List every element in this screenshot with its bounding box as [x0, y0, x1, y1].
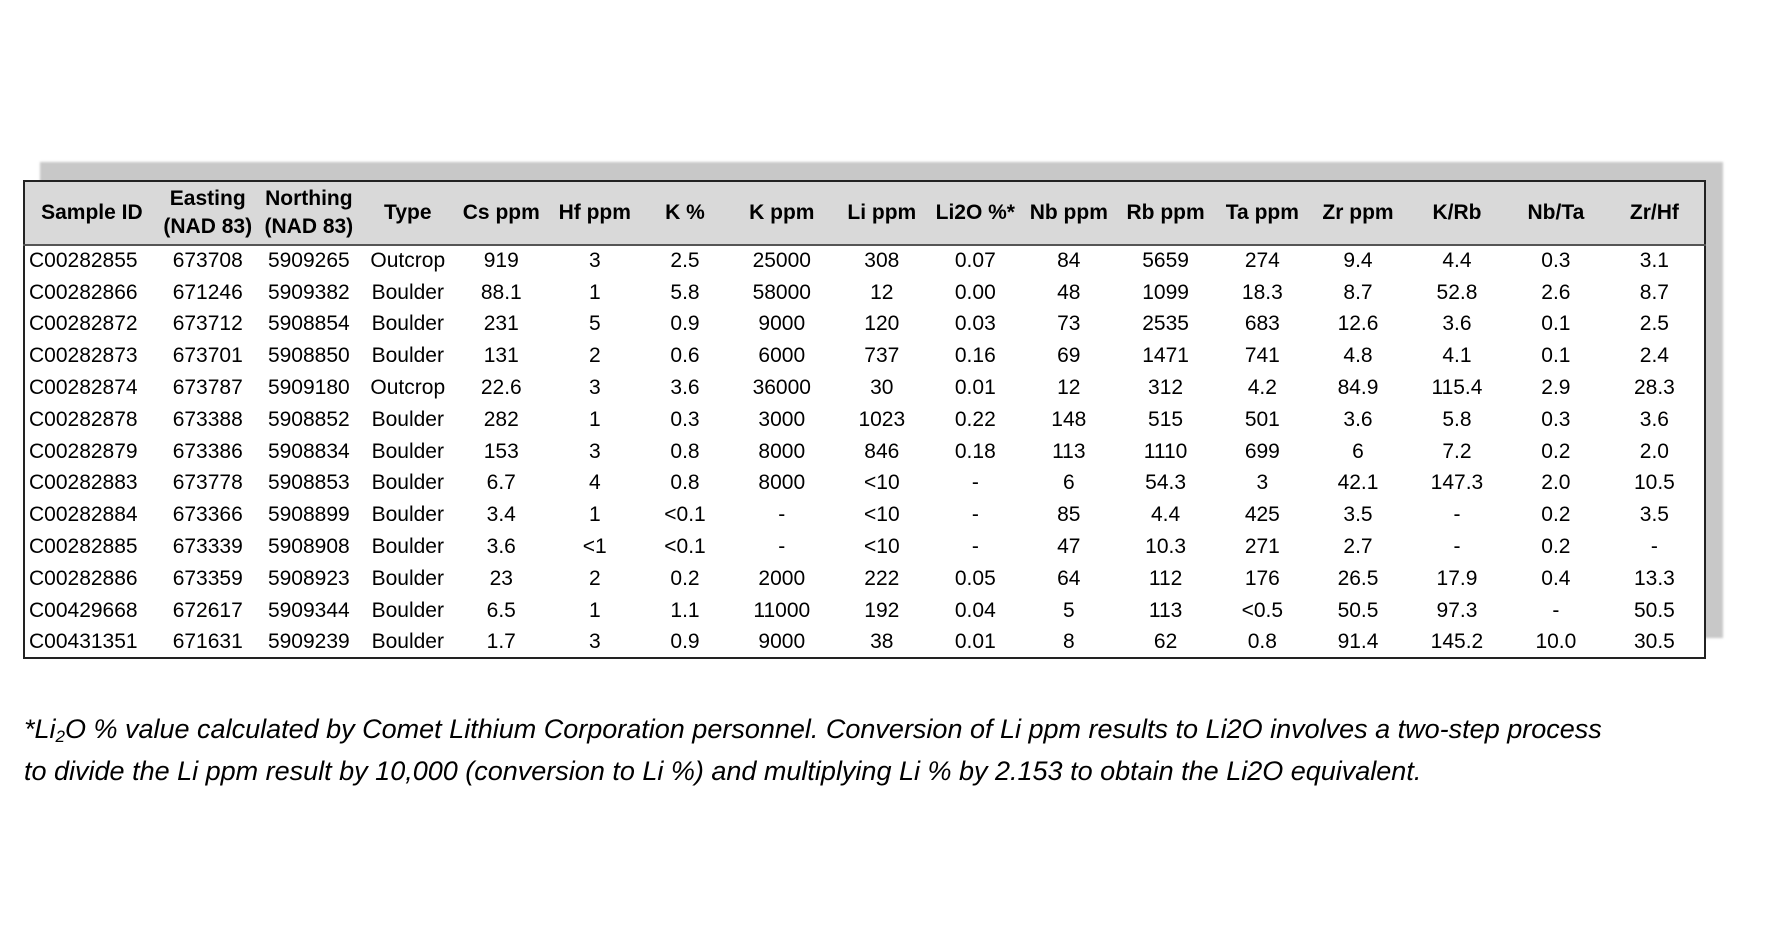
table-cell: 673359	[172, 566, 243, 590]
table-cell: 8000	[758, 471, 806, 495]
table-cell: -	[971, 503, 979, 527]
column-header-line-1: Li ppm	[847, 201, 917, 224]
table-header-row	[24, 181, 1705, 245]
table-cell: 2.0	[1541, 471, 1571, 495]
table-cell: 3	[588, 249, 601, 273]
table-cell: 672617	[172, 598, 243, 622]
table-cell: 274	[1244, 249, 1280, 273]
table-cell: 0.07	[954, 249, 996, 273]
table-row	[24, 309, 1705, 341]
table-cell: 0.03	[954, 312, 996, 336]
table-cell: C00282874	[29, 376, 138, 400]
table-cell: 5908850	[267, 344, 350, 368]
table-cell: 5.8	[670, 280, 700, 304]
table-cell: 0.6	[670, 344, 700, 368]
table-cell: <10	[864, 503, 900, 527]
table-cell: -	[778, 535, 786, 559]
column-header	[24, 181, 159, 245]
footnote-line-1-rest: O % value calculated by Comet Lithium Corporation personnel. Conversion of Li ppm results to Li2O involves a two-step process	[65, 714, 1602, 744]
column-header-line-1: Sample ID	[41, 201, 143, 224]
table-cell: <10	[864, 471, 900, 495]
table-cell: 1.7	[486, 629, 516, 653]
table-cell: 0.3	[1541, 407, 1571, 431]
column-header-line-1: Zr ppm	[1322, 201, 1394, 224]
table-cell: 12.6	[1337, 312, 1379, 336]
table-cell: 0.9	[670, 629, 700, 653]
table-cell: 0.8	[1247, 629, 1277, 653]
table-cell: 84.9	[1337, 376, 1379, 400]
table-cell: Boulder	[371, 535, 444, 559]
table-cell: 3.6	[1343, 407, 1373, 431]
table-cell: 88.1	[480, 280, 522, 304]
column-header	[835, 181, 929, 245]
table-cell: 64	[1057, 566, 1081, 590]
table-cell: 42.1	[1337, 471, 1379, 495]
table-cell: 7.2	[1442, 439, 1472, 463]
table-cell: 8000	[758, 439, 806, 463]
table-cell: 0.4	[1541, 566, 1571, 590]
table-cell: 112	[1148, 566, 1183, 590]
table-cell: 425	[1244, 503, 1280, 527]
table-cell: 2	[588, 344, 601, 368]
table-cell: 10.5	[1633, 471, 1675, 495]
column-header	[455, 181, 549, 245]
table-cell: -	[1552, 598, 1560, 622]
table-cell: 0.2	[1541, 439, 1571, 463]
table-cell: 91.4	[1337, 629, 1379, 653]
table-cell: -	[971, 471, 979, 495]
table-cell: 9.4	[1343, 249, 1373, 273]
table-cell: 13.3	[1633, 566, 1675, 590]
table-cell: 148	[1051, 407, 1087, 431]
table-cell: 4.1	[1442, 344, 1472, 368]
table-cell: 5908908	[267, 535, 350, 559]
table-row	[24, 436, 1705, 468]
column-header	[1605, 181, 1705, 245]
table-cell: 10.3	[1145, 535, 1187, 559]
table-cell: 5909239	[267, 629, 350, 653]
column-header	[1309, 181, 1407, 245]
table-cell: 222	[864, 566, 900, 590]
table-cell: 5909382	[267, 280, 350, 304]
table-cell: 699	[1244, 439, 1280, 463]
table-cell: -	[1650, 535, 1658, 559]
column-header	[159, 181, 257, 245]
table-cell: 176	[1244, 566, 1280, 590]
column-header-line-2: (NAD 83)	[163, 215, 253, 238]
table-cell: 26.5	[1337, 566, 1379, 590]
column-header	[929, 181, 1023, 245]
table-cell: 0.2	[1541, 503, 1571, 527]
table-cell: <1	[582, 535, 607, 559]
table-cell: 62	[1153, 629, 1178, 653]
table-cell: 4.4	[1442, 249, 1472, 273]
table-cell: 308	[864, 249, 900, 273]
table-cell: 0.3	[670, 407, 700, 431]
column-header-line-1: Easting	[169, 187, 246, 210]
table-cell: C00282855	[29, 249, 138, 273]
table-cell: Boulder	[371, 471, 444, 495]
table-cell: C00282872	[29, 312, 138, 336]
table-cell: 0.2	[1541, 535, 1571, 559]
table-cell: 0.16	[954, 344, 996, 368]
table-cell: 3.5	[1343, 503, 1373, 527]
table-row	[24, 245, 1705, 277]
table-cell: Outcrop	[370, 376, 446, 400]
table-row	[24, 404, 1705, 436]
column-header-line-1: Nb/Ta	[1527, 201, 1585, 224]
table-cell: 147.3	[1430, 471, 1484, 495]
column-header-line-1: Northing	[265, 187, 353, 210]
table-row	[24, 372, 1705, 404]
table-cell: 2.5	[1639, 312, 1669, 336]
column-header	[548, 181, 642, 245]
table-cell: 3.6	[486, 535, 516, 559]
table-cell: <0.1	[664, 535, 706, 559]
table-cell: 5908834	[267, 439, 350, 463]
table-cell: C00431351	[29, 629, 138, 653]
table-cell: C00429668	[29, 598, 138, 622]
table-cell: -	[971, 535, 979, 559]
table-cell: 1.1	[670, 598, 700, 622]
column-header-line-1: K %	[665, 201, 705, 224]
table-cell: 5659	[1142, 249, 1189, 273]
table-cell: 2.7	[1343, 535, 1373, 559]
column-header-line-1: K ppm	[749, 201, 815, 224]
table-cell: 3.5	[1639, 503, 1669, 527]
assay-table-container	[23, 180, 1706, 659]
table-cell: Boulder	[371, 312, 444, 336]
assay-results-table	[23, 180, 1706, 659]
table-cell: 0.22	[954, 407, 996, 431]
table-cell: 515	[1148, 407, 1184, 431]
table-cell: 5908923	[267, 566, 350, 590]
table-row	[24, 340, 1705, 372]
table-cell: 48	[1057, 280, 1081, 304]
table-cell: 0.8	[670, 439, 700, 463]
table-cell: 5908853	[267, 471, 350, 495]
table-cell: 145.2	[1430, 629, 1484, 653]
table-cell: 312	[1148, 376, 1184, 400]
table-cell: 6	[1062, 471, 1075, 495]
table-cell: 69	[1057, 344, 1081, 368]
table-cell: 2.4	[1639, 344, 1669, 368]
table-cell: 683	[1244, 312, 1280, 336]
table-cell: 52.8	[1436, 280, 1478, 304]
table-cell: 3.1	[1639, 249, 1669, 273]
table-cell: 9000	[758, 629, 806, 653]
table-cell: 47	[1057, 535, 1081, 559]
table-cell: 2.6	[1541, 280, 1571, 304]
table-cell: 4.4	[1150, 503, 1181, 527]
table-cell: 3	[588, 629, 601, 653]
table-cell: 5	[1062, 598, 1075, 622]
table-cell: 0.05	[954, 566, 996, 590]
table-cell: 673787	[172, 376, 243, 400]
table-cell: 2	[588, 566, 601, 590]
table-cell: 5908899	[267, 503, 350, 527]
table-cell: Boulder	[371, 439, 444, 463]
table-cell: 3000	[758, 407, 806, 431]
table-cell: 38	[870, 629, 894, 653]
table-cell: Boulder	[371, 566, 444, 590]
table-cell: 0.1	[1541, 344, 1571, 368]
table-cell: 113	[1052, 439, 1086, 463]
table-cell: 3	[588, 376, 601, 400]
table-row	[24, 595, 1705, 627]
table-cell: 30	[870, 376, 894, 400]
table-cell: 153	[483, 439, 519, 463]
table-cell: 120	[864, 312, 900, 336]
table-cell: C00282885	[29, 535, 138, 559]
table-cell: 50.5	[1633, 598, 1675, 622]
table-cell: C00282886	[29, 566, 138, 590]
table-cell: Boulder	[371, 629, 444, 653]
column-header	[257, 181, 361, 245]
column-header-line-1: Ta ppm	[1225, 201, 1299, 224]
column-header	[1407, 181, 1507, 245]
column-header-line-1: Zr/Hf	[1629, 201, 1679, 224]
column-header-line-1: Hf ppm	[558, 201, 631, 224]
column-header	[361, 181, 455, 245]
table-cell: 3.4	[486, 503, 516, 527]
column-header-line-1: Li2O %*	[935, 201, 1015, 224]
table-cell: 2.0	[1639, 439, 1669, 463]
table-cell: 2.5	[670, 249, 700, 273]
table-cell: 1	[588, 280, 601, 304]
table-cell: 84	[1057, 249, 1081, 273]
column-header	[642, 181, 729, 245]
table-cell: 97.3	[1436, 598, 1478, 622]
column-header-line-1: Rb ppm	[1126, 201, 1205, 224]
table-cell: 0.00	[954, 280, 996, 304]
table-cell: 0.01	[954, 629, 996, 653]
table-cell: 0.18	[954, 439, 996, 463]
table-cell: 6.7	[486, 471, 516, 495]
table-cell: 671246	[172, 280, 243, 304]
table-cell: 0.2	[670, 566, 700, 590]
table-cell: <0.5	[1241, 598, 1284, 622]
table-cell: 85	[1057, 503, 1081, 527]
table-cell: 30.5	[1633, 629, 1675, 653]
table-cell: -	[1453, 535, 1461, 559]
table-cell: 673708	[172, 249, 243, 273]
table-cell: C00282883	[29, 471, 138, 495]
table-cell: 3.6	[670, 376, 700, 400]
table-cell: C00282878	[29, 407, 138, 431]
table-cell: 3.6	[1639, 407, 1669, 431]
table-cell: 5908854	[267, 312, 350, 336]
table-cell: Outcrop	[370, 249, 446, 273]
table-cell: 5909180	[267, 376, 350, 400]
column-header-line-1: K/Rb	[1432, 201, 1482, 224]
table-cell: 2000	[758, 566, 806, 590]
table-cell: 8.7	[1343, 280, 1373, 304]
column-header-line-1: Nb ppm	[1029, 201, 1108, 224]
table-cell: 12	[1057, 376, 1081, 400]
table-cell: 671631	[172, 629, 243, 653]
table-cell: 6	[1352, 439, 1364, 463]
table-cell: 50.5	[1337, 598, 1379, 622]
table-cell: 737	[864, 344, 900, 368]
table-cell: Boulder	[371, 280, 444, 304]
table-cell: 9000	[758, 312, 806, 336]
column-header	[729, 181, 836, 245]
table-cell: 6000	[758, 344, 806, 368]
table-cell: 5908852	[267, 407, 350, 431]
table-cell: 54.3	[1145, 471, 1187, 495]
table-cell: 10.0	[1535, 629, 1577, 653]
footnote-line-1	[24, 712, 1784, 754]
table-cell: <0.1	[664, 503, 706, 527]
table-cell: Boulder	[371, 407, 444, 431]
table-cell: 23	[489, 566, 513, 590]
table-cell: 673366	[172, 503, 243, 527]
table-row	[24, 277, 1705, 309]
table-cell: 1099	[1142, 280, 1189, 304]
table-cell: 6.5	[486, 598, 516, 622]
table-cell: 113	[1148, 598, 1183, 622]
table-body	[24, 245, 1705, 658]
table-cell: 1110	[1143, 439, 1188, 463]
table-row	[24, 627, 1705, 659]
table-cell: Boulder	[371, 598, 444, 622]
table-cell: 1	[588, 598, 601, 622]
table-cell: 673701	[172, 344, 243, 368]
table-cell: -	[778, 503, 786, 527]
table-cell: 192	[864, 598, 900, 622]
table-cell: <10	[864, 535, 900, 559]
column-header-line-1: Cs ppm	[462, 201, 540, 224]
table-cell: 2535	[1142, 312, 1189, 336]
table-cell: 5.8	[1442, 407, 1472, 431]
table-cell: C00282879	[29, 439, 138, 463]
table-cell: 919	[483, 249, 519, 273]
table-row	[24, 499, 1705, 531]
table-cell: 282	[483, 407, 519, 431]
column-header	[1216, 181, 1310, 245]
table-row	[24, 468, 1705, 500]
table-cell: 4.2	[1247, 376, 1277, 400]
table-cell: 1471	[1142, 344, 1189, 368]
table-cell: 846	[864, 439, 900, 463]
table-cell: 58000	[752, 280, 811, 304]
table-cell: 1	[588, 407, 601, 431]
table-row	[24, 563, 1705, 595]
table-cell: 271	[1244, 535, 1280, 559]
table-cell: 0.01	[954, 376, 996, 400]
table-cell: -	[1453, 503, 1461, 527]
table-cell: 0.3	[1541, 249, 1571, 273]
table-cell: 5909265	[267, 249, 350, 273]
table-cell: 3.6	[1442, 312, 1472, 336]
table-cell: 673778	[172, 471, 243, 495]
column-header	[1116, 181, 1216, 245]
table-cell: 3	[1256, 471, 1269, 495]
table-cell: 0.8	[670, 471, 700, 495]
table-cell: 115.4	[1431, 376, 1483, 400]
table-cell: Boulder	[371, 503, 444, 527]
table-cell: 4	[588, 471, 601, 495]
table-cell: 131	[483, 344, 519, 368]
table-cell: 17.9	[1436, 566, 1478, 590]
table-cell: C00282884	[29, 503, 138, 527]
table-cell: 25000	[752, 249, 811, 273]
table-cell: 673386	[172, 439, 243, 463]
table-cell: 0.1	[1541, 312, 1571, 336]
table-cell: 28.3	[1633, 376, 1675, 400]
footnote	[24, 712, 1784, 788]
column-header	[1507, 181, 1605, 245]
table-cell: 12	[870, 280, 894, 304]
table-row	[24, 531, 1705, 563]
table-cell: C00282866	[29, 280, 138, 304]
table-cell: 741	[1244, 344, 1280, 368]
column-header	[1022, 181, 1116, 245]
table-cell: 73	[1057, 312, 1081, 336]
table-cell: 673388	[172, 407, 243, 431]
table-cell: 231	[483, 312, 519, 336]
table-cell: 4.8	[1343, 344, 1373, 368]
table-cell: 0.04	[954, 598, 996, 622]
table-cell: 11000	[753, 598, 811, 622]
table-cell: 2.9	[1541, 376, 1571, 400]
column-header-line-2: (NAD 83)	[264, 215, 354, 238]
table-cell: 501	[1244, 407, 1280, 431]
table-cell: 8	[1062, 629, 1075, 653]
column-header-line-1: Type	[384, 201, 432, 224]
table-cell: 1	[588, 503, 601, 527]
table-cell: C00282873	[29, 344, 138, 368]
table-cell: 36000	[752, 376, 811, 400]
table-cell: 673712	[172, 312, 243, 336]
table-cell: 22.6	[480, 376, 522, 400]
table-cell: Boulder	[371, 344, 444, 368]
table-cell: 673339	[172, 535, 243, 559]
footnote-subscript: 2	[55, 727, 65, 746]
table-cell: 3	[588, 439, 601, 463]
table-cell: 5	[588, 312, 601, 336]
table-cell: 5909344	[267, 598, 350, 622]
table-cell: 8.7	[1639, 280, 1669, 304]
footnote-line-1-prefix: *Li	[24, 714, 56, 744]
footnote-line-2: to divide the Li ppm result by 10,000 (conversion to Li %) and multiplying Li % by 2.153 to obtain the Li2O equivalent.	[24, 756, 1422, 786]
table-cell: 18.3	[1241, 280, 1283, 304]
table-cell: 0.9	[670, 312, 700, 336]
table-cell: 1023	[858, 407, 906, 431]
